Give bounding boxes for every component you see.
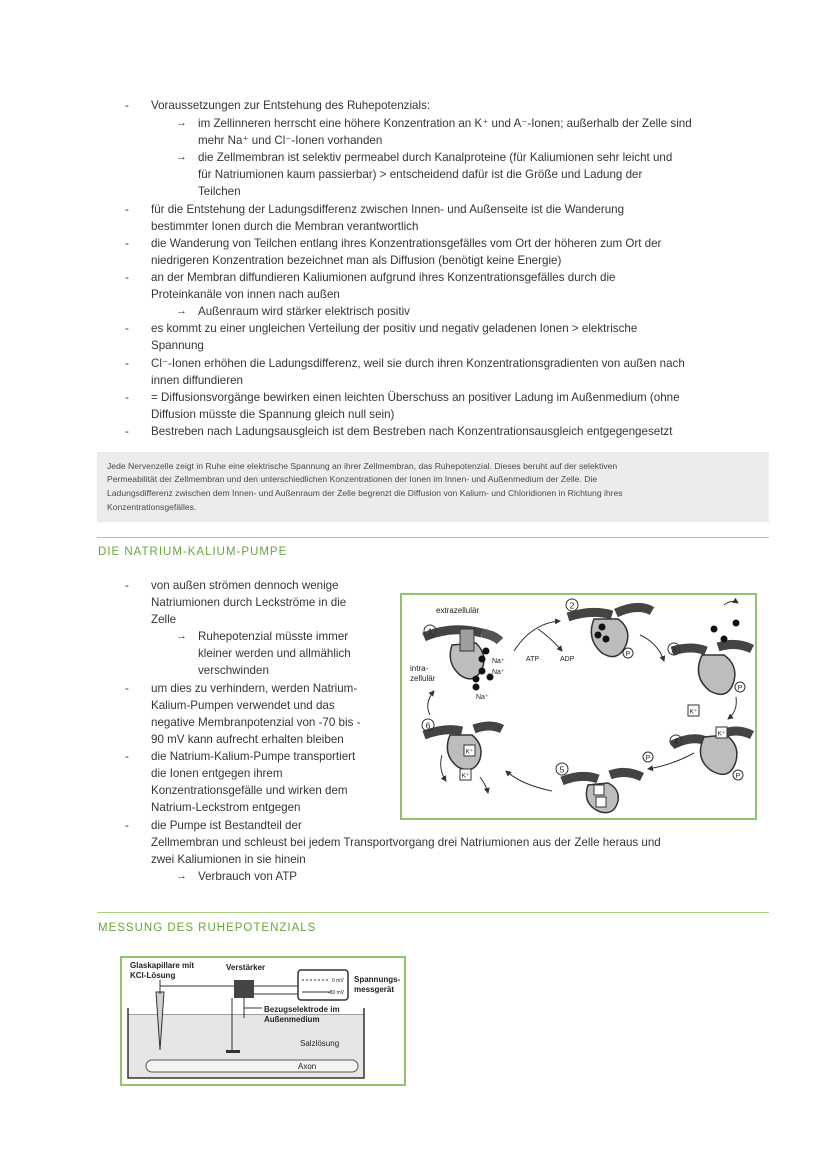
summary-line: Permeabilität der Zellmembran und den unterschiedlichen Konzentrationen der Ionen im Innen- und Außenmedium der Zelle. Die — [107, 474, 598, 484]
list-item: um dies zu verhindern, werden Natrium- — [151, 682, 358, 695]
atp-label: ATP — [526, 656, 540, 663]
capillary-label-1: Glaskapillare mit — [130, 961, 195, 970]
bullet-dash: - — [125, 819, 129, 832]
bullet-dash: - — [125, 682, 129, 695]
list-item: Konzentrationsgefälle und wirken dem — [151, 784, 348, 797]
voltmeter-label-2: messgerät — [354, 985, 395, 994]
list-item: Zellmembran und schleust bei jedem Transportvorgang drei Natriumionen aus der Zelle heraus und — [151, 836, 661, 849]
list-item: Voraussetzungen zur Entstehung des Ruhepotenzials: — [151, 99, 431, 112]
list-item: verschwinden — [198, 664, 269, 677]
bullet-dash: - — [125, 322, 129, 335]
arrow-icon: → — [176, 870, 187, 882]
bullet-dash: - — [125, 579, 129, 592]
bullet-dash: - — [125, 271, 129, 284]
intrazellular-label-1: intra- — [410, 664, 429, 673]
arrow-icon: → — [176, 117, 187, 129]
reference-label-1: Bezugselektrode im — [264, 1005, 340, 1014]
extrazellular-label: extrazellulär — [436, 606, 480, 615]
measurement-diagram — [122, 958, 404, 1084]
list-item: 90 mV kann aufrecht erhalten bleiben — [151, 733, 344, 746]
list-item: es kommt zu einer ungleichen Verteilung der positiv und negativ geladenen Ionen > elektrische — [151, 322, 638, 335]
step-number-2-label: 2 — [569, 600, 575, 611]
list-item: Spannung — [151, 339, 204, 352]
list-item: kleiner werden und allmählich — [198, 647, 351, 660]
bullet-dash: - — [125, 357, 129, 370]
list-item: Teilchen — [198, 185, 241, 198]
list-item: die Ionen entgegen ihrem — [151, 767, 283, 780]
salt-solution-label: Salzlösung — [300, 1039, 340, 1048]
arrow-icon: → — [176, 630, 187, 642]
list-item: = Diffusionsvorgänge bewirken einen leichten Überschuss an positiver Ladung im Außenmedium (ohne — [151, 391, 680, 404]
amplifier-label: Verstärker — [226, 963, 266, 972]
list-item: niedrigeren Konzentration bezeichnet man als Diffusion (benötigt keine Energie) — [151, 254, 562, 267]
potassium-label: K⁺ — [689, 708, 698, 716]
list-item: die Natrium-Kalium-Pumpe transportiert — [151, 750, 356, 763]
arrow-icon: → — [176, 151, 187, 163]
axon-label: Axon — [298, 1062, 317, 1071]
step-number-4-label: 4 — [673, 736, 679, 747]
stage-3-pump — [672, 620, 752, 695]
minus-80-mv-label: -80 mV — [328, 990, 345, 996]
list-item: von außen strömen dennoch wenige — [151, 579, 339, 592]
bullet-dash: - — [125, 425, 129, 438]
stage-6-pump — [424, 726, 502, 780]
list-item: Bestreben nach Ladungsausgleich ist dem Bestreben nach Konzentrationsausgleich entgegengesetzt — [151, 425, 673, 438]
stage-2-pump — [568, 607, 652, 658]
list-item: innen diffundieren — [151, 374, 243, 387]
section-heading-measurement: MESSUNG DES RUHEPOTENZIALS — [98, 922, 317, 934]
list-item: Verbrauch von ATP — [198, 870, 298, 883]
section-divider — [97, 912, 769, 913]
list-item: Cl⁻-Ionen erhöhen die Ladungsdifferenz, weil sie durch ihren Konzentrationsgradienten von außen nach — [151, 357, 685, 370]
section-heading-pump: DIE NATRIUM-KALIUM-PUMPE — [98, 546, 288, 558]
list-item: an der Membran diffundieren Kaliumionen aufgrund ihres Konzentrationsgefälles durch die — [151, 271, 616, 284]
amplifier-block — [234, 980, 254, 998]
phosphate-label: P — [625, 651, 631, 658]
list-item: im Zellinneren herrscht eine höhere Konzentration an K⁺ und A⁻-Ionen; außerhalb der Zelle sind — [198, 117, 692, 130]
list-item: bestimmter Ionen durch die Membran verantwortlich — [151, 220, 419, 233]
summary-line: Jede Nervenzelle zeigt in Ruhe eine elektrische Spannung an ihrer Zellmembran, das Ruhepotenzial. Dieses beruht auf der selektiven — [107, 461, 618, 471]
bullet-dash: - — [125, 750, 129, 763]
list-item: die Pumpe ist Bestandteil der — [151, 819, 302, 832]
list-item: die Wanderung von Teilchen entlang ihres Konzentrationsgefälles vom Ort der höheren zum Ort der — [151, 237, 662, 250]
pump-cycle-figure — [400, 593, 757, 820]
adp-label: ADP — [560, 656, 575, 663]
capillary-label-2: KCl-Lösung — [130, 971, 176, 980]
step-number-1-label: 1 — [427, 626, 433, 637]
phosphate-label: P — [735, 773, 741, 780]
phosphate-label: P — [737, 685, 743, 692]
zero-mv-label: 0 mV — [332, 978, 344, 984]
stage-1-pump — [424, 626, 500, 691]
list-item: Kalium-Pumpen verwendet und das — [151, 699, 335, 712]
intrazellular-label-2: zellulär — [410, 674, 436, 683]
summary-line: Ladungsdifferenz zwischen dem Innen- und Außenraum der Zelle begrenzt die Diffusion von Kalium- und Chloridionen in Richtung ihres — [107, 488, 623, 498]
pump-cycle-diagram — [402, 595, 755, 818]
list-item: Diffusion müsste die Spannung gleich null sein) — [151, 408, 395, 421]
reference-label-2: Außenmedium — [264, 1015, 320, 1024]
summary-line: Konzentrationsgefälles. — [107, 502, 197, 512]
arrow-icon: → — [176, 305, 187, 317]
list-item: Natrium-Leckstrom entgegen — [151, 801, 301, 814]
sodium-label: Na⁺ — [476, 694, 489, 701]
list-item: Ruhepotenzial müsste immer — [198, 630, 349, 643]
list-item: für die Entstehung der Ladungsdifferenz zwischen Innen- und Außenseite ist die Wanderung — [151, 203, 625, 216]
potassium-label: K⁺ — [465, 748, 474, 756]
bullet-dash: - — [125, 203, 129, 216]
bullet-dash: - — [125, 391, 129, 404]
step-number-6-label: 6 — [425, 720, 431, 731]
phosphate-label: P — [645, 755, 651, 762]
stage-5-pump — [562, 772, 642, 812]
list-item: Natriumionen durch Leckströme in die — [151, 596, 347, 609]
list-item: mehr Na⁺ und Cl⁻-Ionen vorhanden — [198, 134, 383, 147]
reference-electrode — [226, 1050, 240, 1053]
voltmeter-label-1: Spannungs- — [354, 975, 401, 984]
section-divider — [97, 537, 769, 538]
summary-box — [97, 452, 769, 522]
list-item: die Zellmembran ist selektiv permeabel durch Kanalproteine (für Kaliumionen sehr leicht und — [198, 151, 673, 164]
sodium-label: Na⁺ — [492, 669, 505, 676]
step-number-5-label: 5 — [559, 764, 565, 775]
step-number-3-label: 3 — [671, 644, 677, 655]
axon-shape — [146, 1060, 358, 1072]
bullet-dash: - — [125, 99, 129, 112]
list-item: Proteinkanäle von innen nach außen — [151, 288, 340, 301]
list-item: Außenraum wird stärker elektrisch positiv — [198, 305, 410, 318]
potassium-label: K⁺ — [461, 772, 470, 780]
list-item: zwei Kaliumionen in sie hinein — [151, 853, 306, 866]
list-item: negative Membranpotenzial von -70 bis - — [151, 716, 361, 729]
list-item: Zelle — [151, 613, 177, 626]
list-item: für Natriumionen kaum passierbar) > entscheidend dafür ist die Größe und Ladung der — [198, 168, 643, 181]
sodium-label: Na⁺ — [492, 658, 505, 665]
bullet-dash: - — [125, 237, 129, 250]
measurement-figure — [120, 956, 406, 1086]
potassium-label: K⁺ — [717, 730, 726, 738]
stage-4-pump — [672, 727, 752, 780]
